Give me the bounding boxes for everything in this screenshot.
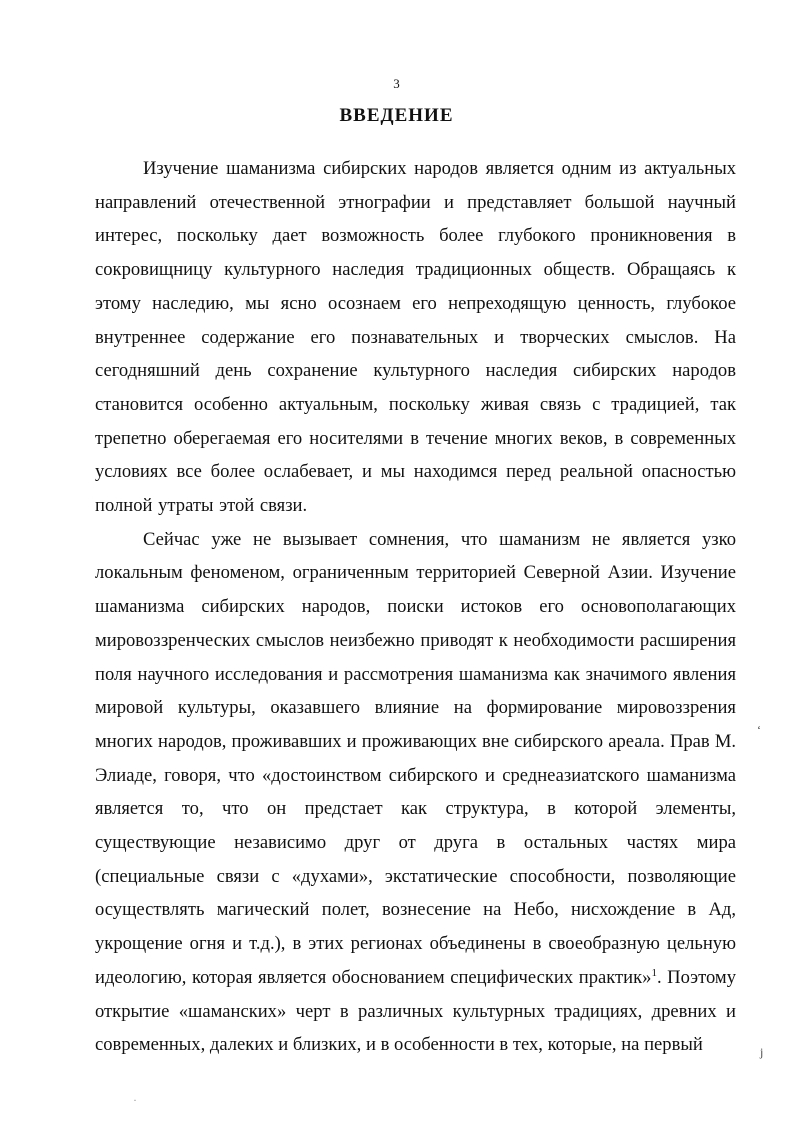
paragraph-2 xyxy=(95,523,736,1062)
scan-mark: j xyxy=(760,1045,764,1059)
footnote-reference[interactable]: 1 xyxy=(651,966,657,979)
page-title: ВВЕДЕНИЕ xyxy=(339,105,454,126)
scan-mark: ‘ xyxy=(757,723,761,737)
paragraph-1: Изучение шаманизма сибирских народов является одним из актуальных направлений отечественной этнографии и представляет большой научный интерес, поскольку дает возможность более глубокого проникновения в сокровищницу культурного наследия традиционных обществ. Обращаясь к этому наследию, мы ясно осознаем его непреходящую ценность, глубокое внутреннее содержание его познавательных и творческих смыслов. На сегодняшний день сохранение культурного наследия сибирских народов становится особенно актуальным, поскольку живая связь с традицией, так трепетно оберегаемая его носителями в течение многих веков, в современных условиях все более ослабевает, и мы находимся перед реальной опасностью полной утраты этой связи. xyxy=(95,158,736,517)
page-number: 3 xyxy=(393,76,400,91)
paragraph-2-text: Сейчас уже не вызывает сомнения, что шаманизм не является узко локальным феноменом, ограниченным территорией Северной Азии. Изучение шаманизма сибирских народов, поиски истоков его основополагающих мировоззренческих смыслов неизбежно приводят к необходимости расширения поля научного исследования и рассмотрения шаманизма как значимого явления мировой культуры, оказавшего влияние на формирование мировоззрения многих народов, проживавших и проживающих вне сибирского ареала. Прав М. Элиаде, говоря, что «достоинством сибирского и среднеазиатского шаманизма является то, что он предстает как структура, в которой элементы, существующие независимо друг от друга в остальных частях мира (специальные связи с «духами», экстатические способности, позволяющие осуществлять магический полет, вознесение на Небо, нисхождение в Ад, укрощение огня и т.д.), в этих регионах объединены в своеобразную цельную идеологию, которая является обоснованием специфических практик» xyxy=(95,528,736,988)
body-text xyxy=(95,152,736,1062)
scan-mark: · xyxy=(133,1093,137,1107)
paragraph-2-continuation: . Поэтому открытие «шаманских» черт в различных культурных традициях, древних и современных, далеких и близких, и в особенности в тех, которые, на первый xyxy=(95,966,736,1056)
